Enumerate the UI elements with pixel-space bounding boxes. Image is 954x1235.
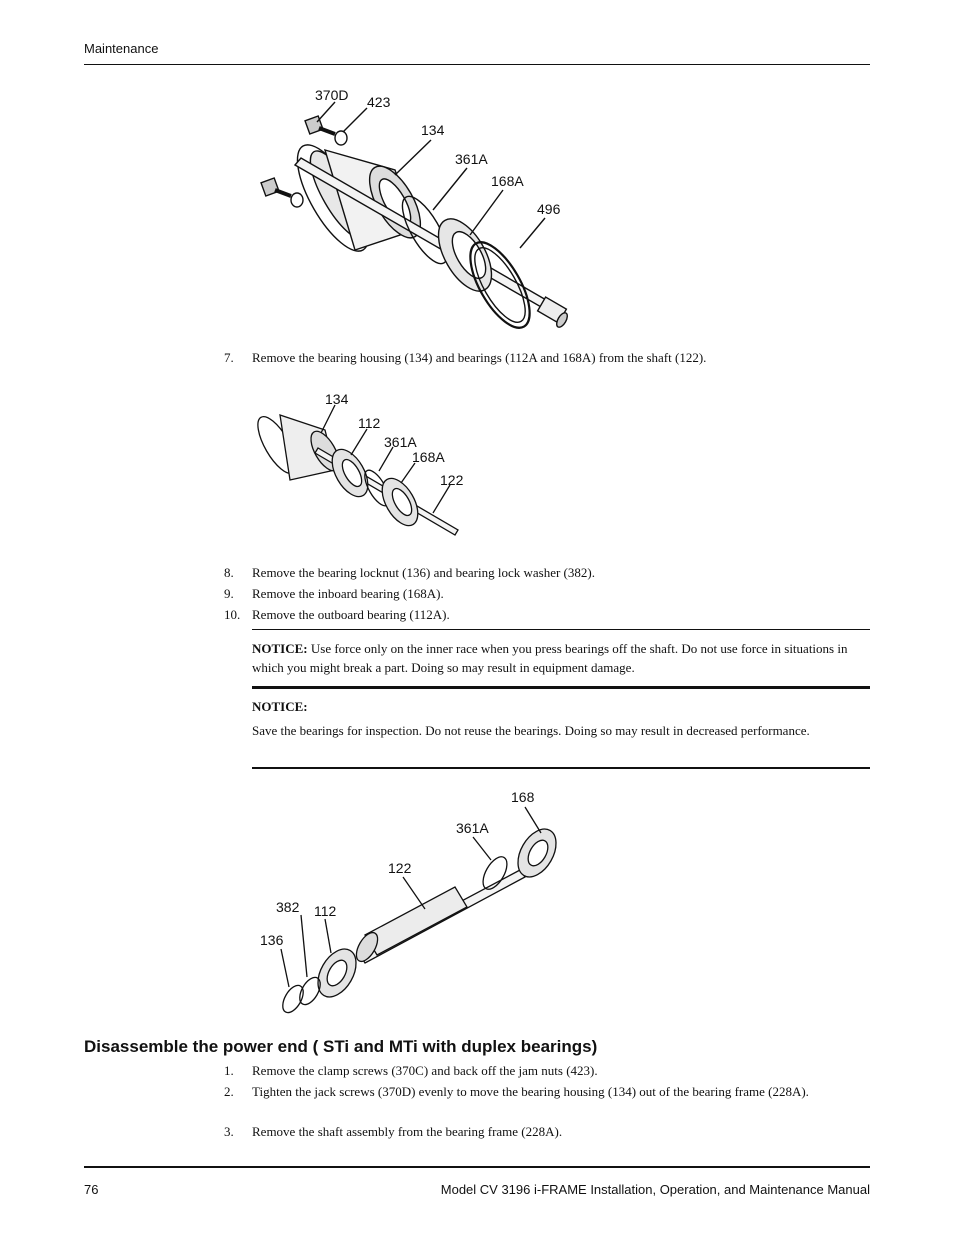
fig2-label-168a: 168A: [412, 449, 445, 465]
fig1-label-361a: 361A: [455, 151, 488, 167]
figure-bearing-housing-exploded: [255, 80, 595, 340]
figure-shaft-bearings: [255, 385, 485, 550]
fig3-label-136: 136: [260, 932, 284, 948]
fig3-label-168: 168: [511, 789, 535, 805]
fig1-label-496: 496: [537, 201, 561, 217]
step-number: 9.: [224, 586, 234, 601]
notice-1-text: Use force only on the inner race when you press bearings off the shaft. Do not use force in situations in which you might break a part. Doing so may result in equipment damage.: [252, 641, 848, 675]
page-number: 76: [84, 1182, 99, 1197]
notice-2-bottom-rule: [252, 767, 870, 769]
step-text: Remove the inboard bearing (168A).: [252, 586, 444, 601]
fig3-label-361a: 361A: [456, 820, 489, 836]
step-number: 2.: [224, 1084, 234, 1099]
fig3-label-122: 122: [388, 860, 412, 876]
notice-2-label: NOTICE:: [252, 699, 308, 714]
fig2-label-134: 134: [325, 391, 349, 407]
fig2-label-361a: 361A: [384, 434, 417, 450]
footer-document-title: Model CV 3196 i-FRAME Installation, Operation, and Maintenance Manual: [440, 1182, 870, 1197]
step-number: 1.: [224, 1063, 234, 1078]
step-number: 10.: [224, 607, 241, 622]
fig1-label-370d: 370D: [315, 87, 349, 103]
running-header: Maintenance: [84, 41, 159, 56]
fig1-label-423: 423: [367, 94, 391, 110]
notice-1: [252, 639, 867, 677]
fig2-label-122: 122: [440, 472, 464, 488]
fig1-label-168a: 168A: [491, 173, 524, 189]
header-rule: [84, 64, 870, 65]
step-text: Remove the clamp screws (370C) and back off the jam nuts (423).: [252, 1063, 598, 1078]
step-number: 8.: [224, 565, 234, 580]
step-text: Remove the bearing locknut (136) and bearing lock washer (382).: [252, 565, 595, 580]
notice-1-bottom-rule: [252, 686, 870, 689]
footer-rule: [84, 1166, 870, 1168]
step-text: Remove the outboard bearing (112A).: [252, 607, 450, 622]
notice-1-top-rule: [252, 629, 870, 630]
step-number: 3.: [224, 1124, 234, 1139]
figure-shaft-bearings-exploded: [255, 785, 585, 1015]
fig1-label-134: 134: [421, 122, 445, 138]
step-text: Remove the shaft assembly from the bearing frame (228A).: [252, 1124, 563, 1139]
step-text: Tighten the jack screws (370D) evenly to move the bearing housing (134) out of the bearing frame (228A).: [252, 1084, 809, 1099]
notice-1-label: NOTICE:: [252, 641, 308, 656]
step-text: Remove the bearing housing (134) and bearings (112A and 168A) from the shaft (122).: [252, 350, 707, 365]
section-heading: Disassemble the power end ( STi and MTi with duplex bearings): [84, 1037, 598, 1056]
fig2-label-112: 112: [358, 415, 381, 431]
fig3-label-382: 382: [276, 899, 300, 915]
step-number: 7.: [224, 350, 234, 365]
notice-2-text: Save the bearings for inspection. Do not reuse the bearings. Doing so may result in decreased performance.: [252, 723, 810, 738]
fig3-label-112: 112: [314, 903, 337, 919]
